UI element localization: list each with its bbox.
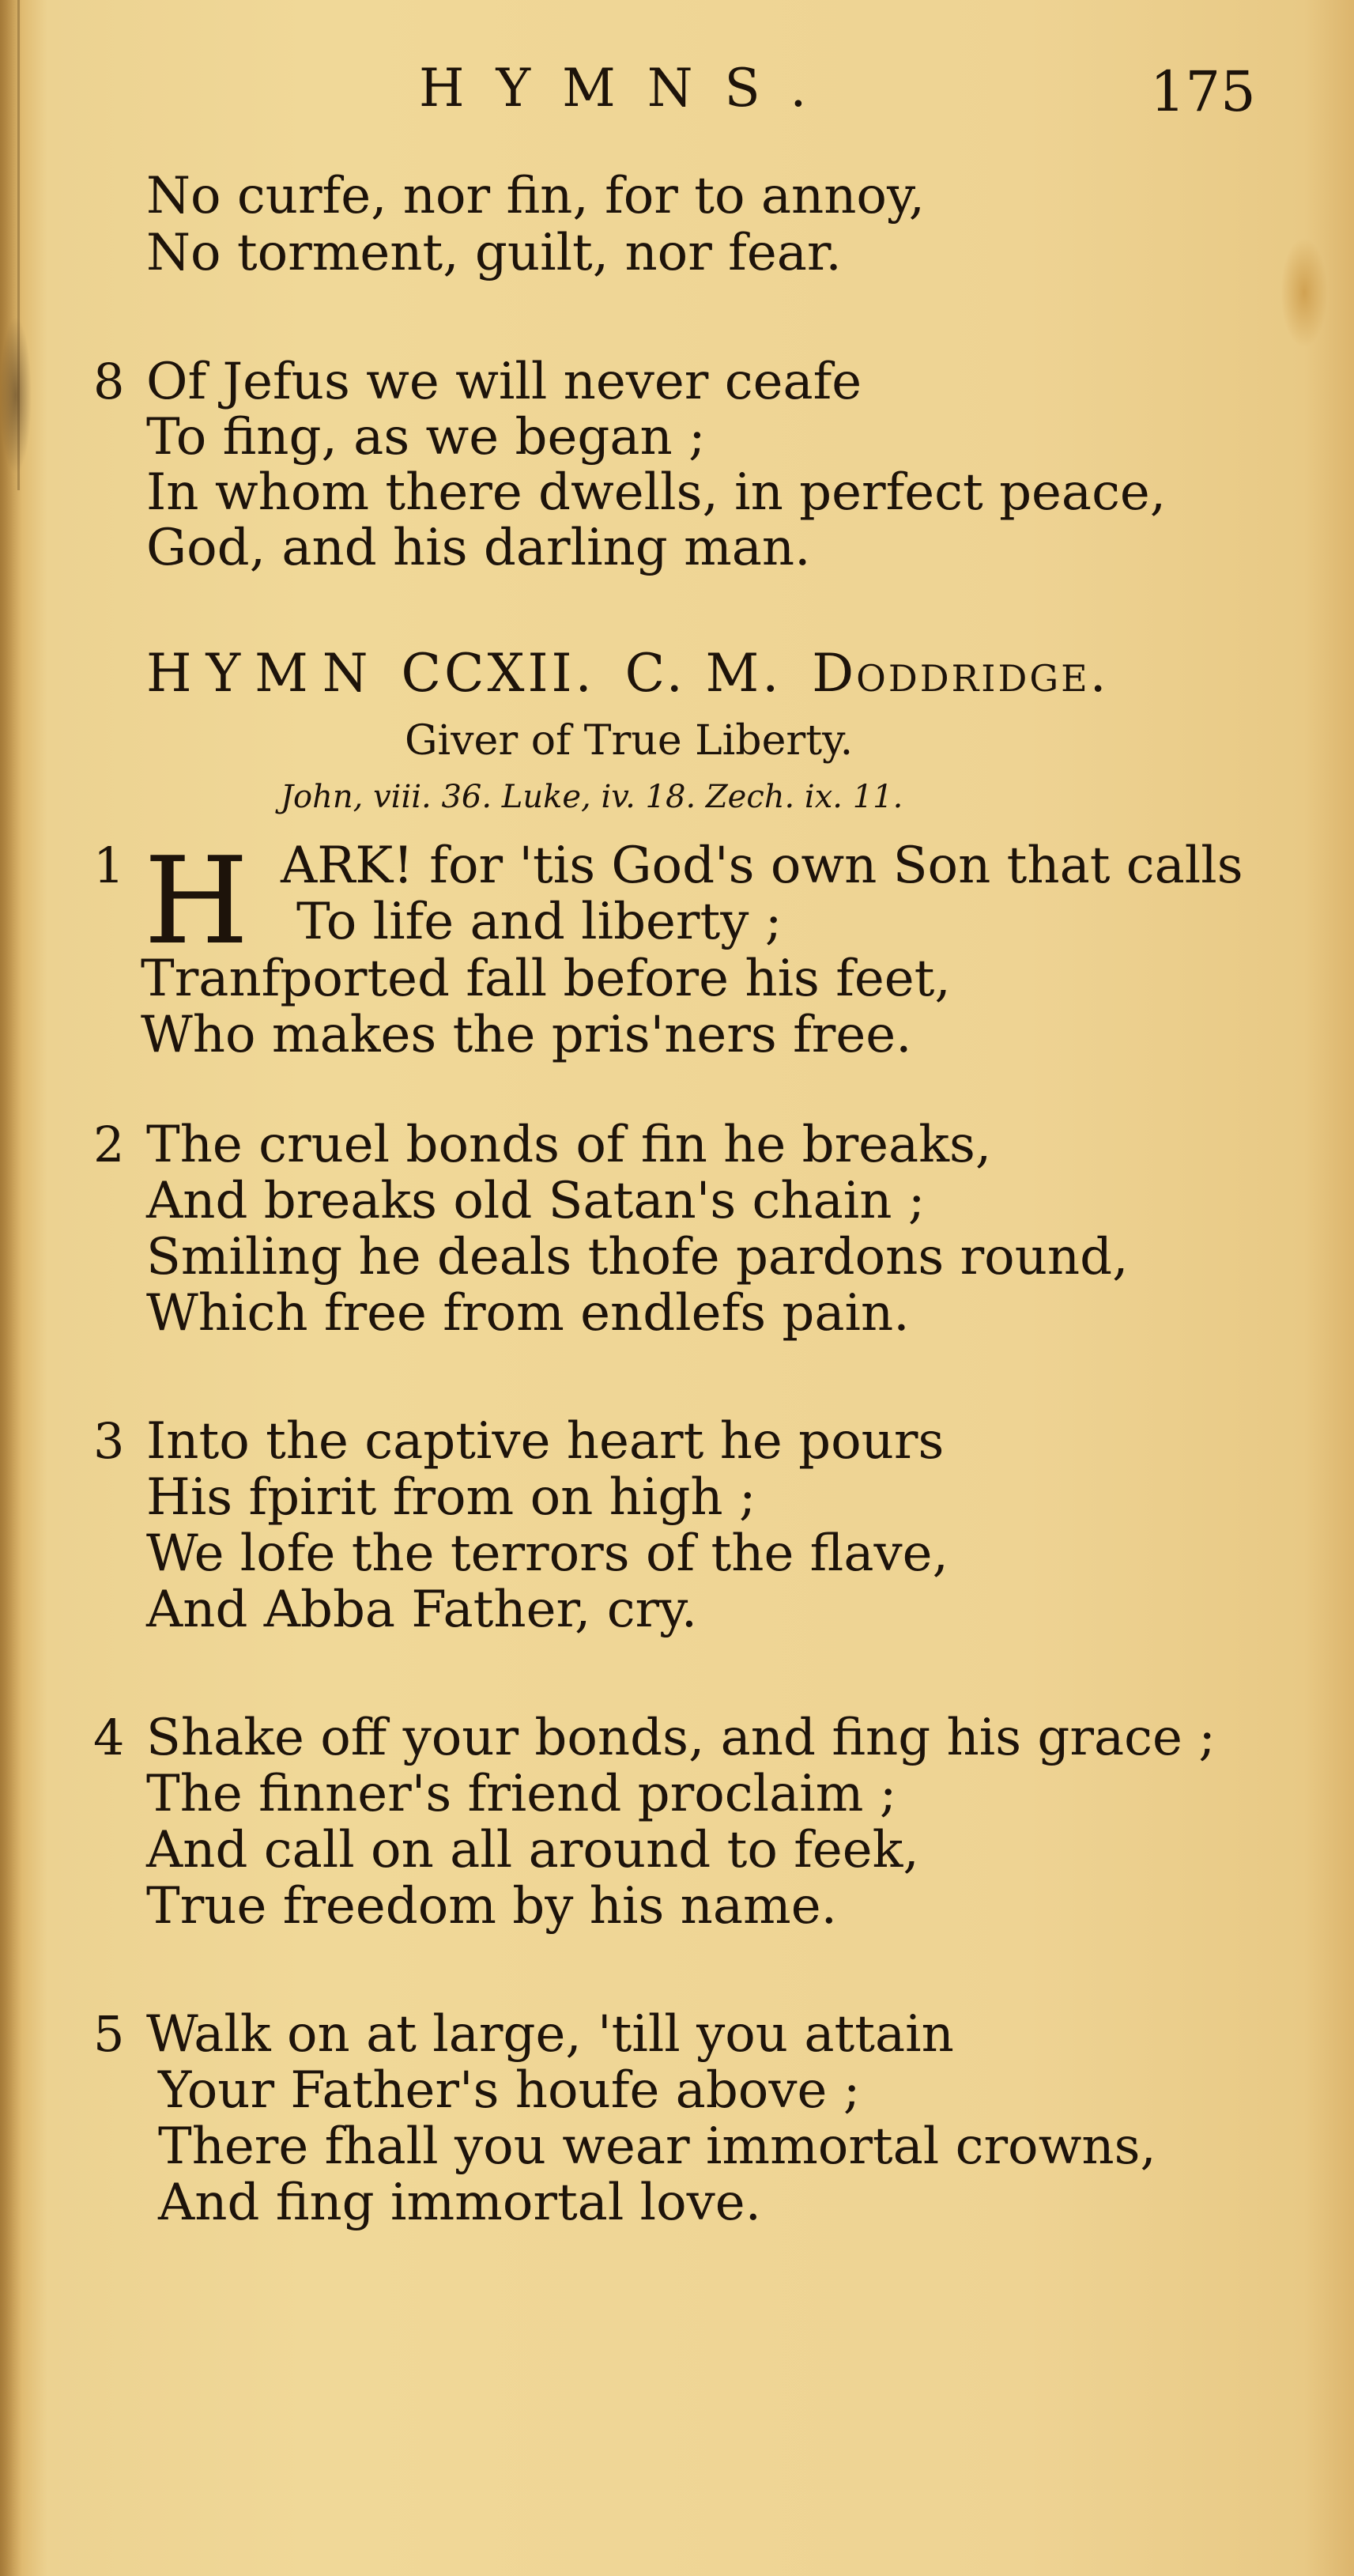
scripture-references: John, viii. 36. Luke, iv. 18. Zech. ix. 11.: [281, 779, 903, 815]
stanza-number: 3: [93, 1412, 125, 1470]
hymn-title-word: HYMN: [146, 643, 383, 704]
verse-line: And fing immortal love.: [158, 2174, 761, 2232]
verse-line: And breaks old Satan's chain ;: [146, 1172, 926, 1230]
paper-stain: [1280, 237, 1328, 348]
verse-line: There fhall you wear immortal crowns,: [158, 2117, 1156, 2176]
verse-line: Of Jefus we will never ceafe: [146, 353, 862, 411]
hymn-subtitle: Giver of True Liberty.: [405, 717, 854, 765]
verse-line: The finner's friend proclaim ;: [146, 1765, 897, 1823]
verse-line: Walk on at large, 'till you attain: [146, 2005, 954, 2064]
stanza-number: 2: [93, 1116, 125, 1173]
stanza-number: 5: [93, 2005, 125, 2063]
hymn-heading: [146, 642, 1109, 705]
verse-line: The cruel bonds of fin he breaks,: [146, 1116, 992, 1174]
verse-line: And call on all around to feek,: [146, 1821, 919, 1879]
hymn-author: Doddridge.: [812, 643, 1109, 704]
hymn-number: CCXII.: [401, 643, 595, 704]
verse-line: Who makes the pris'ners free.: [141, 1006, 912, 1064]
verse-line: Tranfported fall before his feet,: [141, 950, 951, 1008]
verse-line: No curfe, nor fin, for to annoy,: [146, 167, 925, 225]
stanza-number: 8: [93, 353, 125, 410]
paper-stain-left: [0, 316, 32, 474]
verse-line: Shake off your bonds, and fing his grace ;: [146, 1709, 1216, 1767]
verse-line: God, and his darling man.: [146, 519, 811, 577]
verse-line: His fpirit from on high ;: [146, 1468, 756, 1527]
running-head: [0, 57, 1354, 124]
running-title: HYMNS.: [419, 58, 839, 119]
verse-line: Smiling he deals thofe pardons round,: [146, 1228, 1129, 1286]
drop-cap: H: [144, 831, 249, 971]
verse-line: Which free from endlefs pain.: [146, 1284, 910, 1343]
verse-line: Into the captive heart he pours: [146, 1412, 945, 1471]
stanza-number: 4: [93, 1709, 125, 1766]
verse-line: To life and liberty ;: [296, 893, 783, 951]
verse-line: To fing, as we began ;: [146, 408, 706, 466]
page-number: 175: [1150, 59, 1256, 124]
hymn-meter: C. M.: [624, 643, 783, 704]
verse-line: And Abba Father, cry.: [146, 1581, 698, 1639]
verse-line: We lofe the terrors of the flave,: [146, 1524, 949, 1583]
verse-line: In whom there dwells, in perfect peace,: [146, 463, 1167, 522]
verse-line: No torment, guilt, nor fear.: [146, 224, 842, 282]
verse-line: ARK! for 'tis God's own Son that calls: [281, 837, 1243, 895]
verse-line: Your Father's houfe above ;: [158, 2061, 861, 2120]
verse-line: True freedom by his name.: [146, 1877, 837, 1936]
stanza-number: 1: [93, 837, 125, 894]
